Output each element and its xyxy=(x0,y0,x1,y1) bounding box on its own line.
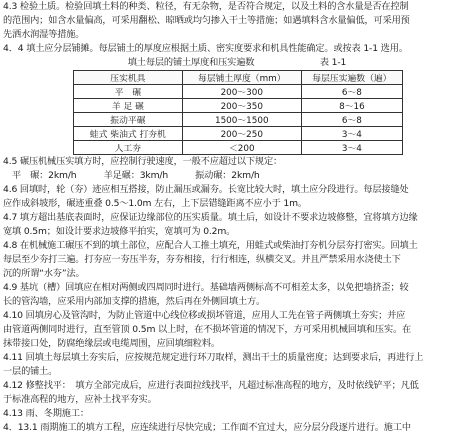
document-page xyxy=(3,0,471,435)
text-line: 于标准高程的地方，应补土找平夯实。 xyxy=(3,394,157,405)
table-cell: 人工夯 xyxy=(74,141,183,155)
text-line: 4.5 碾压机械压实填方时，应控制行驶速度，一般不应超过以下规定： xyxy=(3,156,283,167)
table-cell: 200～300 xyxy=(182,85,301,99)
text-line: 4.11 回填土每层填土夯实后，应按规范规定进行环刀取样，测出干土的质量密度；达到要求后，再进行上 xyxy=(3,352,424,363)
table-row xyxy=(74,99,403,113)
text-line: 4.7 填方超出基底表面时，应保证边缘部位的压实质量。填土后，如设计不要求边坡修整，宜将填方边缘 xyxy=(3,212,418,223)
table-cell: 8～16 xyxy=(301,99,402,113)
text-line: 4.9 基坑（槽）回填应在相对两侧或四周同时进行。基础墙两侧标高不可相差太多，以免把墙挤歪；较 xyxy=(3,282,409,293)
table-cell: 200～250 xyxy=(182,127,301,141)
text-line: 4.8 在机械施工碾压不到的填土部位，应配合人工推土填充，用蛙式或柴油打夯机分层夯打密实。回填土 xyxy=(3,240,418,251)
text-line: 4．4 填土应分层铺摊。每层铺土的厚度应根据土质、密实度要求和机具性能确定。或按表 1-1 选用。 xyxy=(3,43,408,54)
table-header-cell: 压实机具 xyxy=(74,71,183,85)
text-line: 4.12 修整找平： 填方全部完成后，应进行表面拉线找平，凡超过标准高程的地方，及时依线铲平；凡低 xyxy=(3,380,419,391)
table-cell: ＜200 xyxy=(182,141,301,155)
table-header-cell: 每层铺土厚度（mm） xyxy=(182,71,301,85)
text-line: 由管道两侧同时进行，直至管顶 0.5m 以上时，在不损坏管道的情况下，方可采用机械回填和压实。在 xyxy=(3,324,412,335)
text-line: 先洒水润湿等措施。 xyxy=(3,29,85,40)
text-line: 的范围内；如含水量偏高，可采用翻松、晾晒或均匀掺入干土等措施；如遇填料含水量偏低，可采用预 xyxy=(3,15,410,26)
table-cell: 1500～1500 xyxy=(182,113,301,127)
table-cell: 3～4 xyxy=(301,141,402,155)
text-line: 4.10 回填房心及管沟时，为防止管道中心线位移或损坏管道，应用人工先在管子两侧填土夯实；并应 xyxy=(3,310,406,321)
text-line: 4.6 回填时，轮（夯）迹应相互搭接，防止漏压或漏夯。长宽比较大时，填土应分段进行。每层接缝处 xyxy=(3,184,409,195)
table-row xyxy=(74,127,403,141)
text-line: 一层的铺土。 xyxy=(3,366,58,377)
table-cell: 平 碾 xyxy=(74,85,183,99)
table-cell: 羊 足 碾 xyxy=(74,99,183,113)
table-cell: 6～8 xyxy=(301,85,402,99)
table-cell: 蛙式 柴油式 打夯机 xyxy=(74,127,183,141)
table-row xyxy=(74,113,403,127)
table-row xyxy=(74,141,403,155)
text-line: 4.3 检验土质。检验回填土料的种类、粒径，有无杂物，是否符合规定，以及土料的含水量是否在控制 xyxy=(3,1,409,12)
compaction-table xyxy=(73,70,403,155)
text-line: 长的管沟墙，应采用内部加支撑的措施，然后再在外侧回填土方。 xyxy=(3,296,266,307)
table-caption-number: 表 1-1 xyxy=(319,57,347,68)
table-cell: 振动平碾 xyxy=(74,113,183,127)
text-line: 沉的所谓“水夯”法。 xyxy=(3,268,85,279)
text-line: 4.13 雨、冬期施工： xyxy=(3,408,89,419)
table-cell: 3～4 xyxy=(301,127,402,141)
text-line: 每层至少夯打三遍。打夯应一夯压半夯，夯夯相接，行行相连，纵横交叉。并且严禁采用水浇使土下 xyxy=(3,254,401,265)
text-line: 抹带接口处，防腐绝缘层或电缆周围，应回填细粒料。 xyxy=(3,338,220,349)
text-line: 4．13.1 雨期施工的填方工程，应连续进行尽快完成；工作面不宜过大，应分层分段逐片进行。施工中 xyxy=(3,422,411,433)
table-header-row xyxy=(74,71,403,85)
table-caption xyxy=(3,56,471,70)
table-caption-text: 填土每层的铺土厚度和压实遍数 xyxy=(127,57,255,68)
text-line: 宽填 0.5m；如设计要求边坡修平拍实，宽填可为 0.2m。 xyxy=(3,226,236,237)
table-header-cell: 每层压实遍数（遍） xyxy=(301,71,402,85)
table-cell: 6～8 xyxy=(301,113,402,127)
table-row xyxy=(74,85,403,99)
text-line: 应作成斜坡形，碾迹重叠 0.5～1.0m 左右，上下层错缝距离不应小于 1m。 xyxy=(3,198,307,209)
text-line: 平 碾：2km/h 羊足碾：3km/h 振动碾：2km/h xyxy=(3,170,260,181)
table-cell: 200～350 xyxy=(182,99,301,113)
